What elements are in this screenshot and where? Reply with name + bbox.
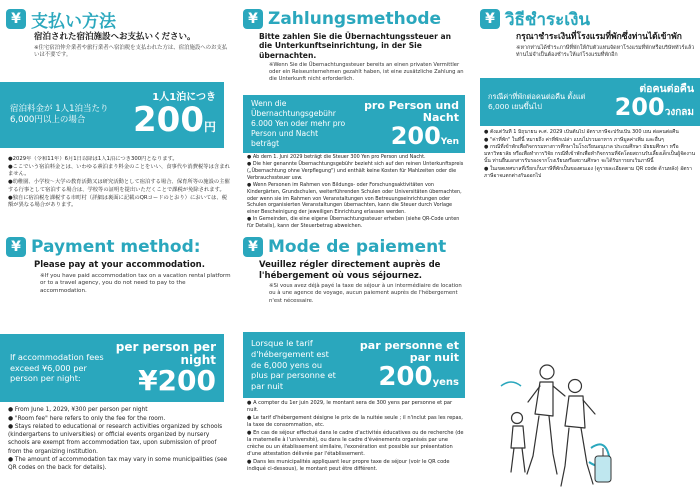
rate-unit: วงกลม (664, 107, 694, 118)
list-item: ● En cas de séjour effectué dans le cadre d'activités éducatives ou de recherche (de la maternelle à l'université), ou dans le cadre d'événements organisés par une crèche ou un établissement similaire, l'exonération est possible sur présentation d'une attestation délivrée par l'établissement. (247, 429, 464, 457)
list-item: ● "Room fee" here refers to only the fee for the room. (8, 415, 166, 422)
list-item: ● À compter du 1er juin 2029, le montant sera de 300 yens par personne et par nuit. (247, 400, 453, 414)
list-item: ● กรณีที่เข้าพักเพื่อกิจกรรมทางการศึกษาในโรงเรียนอนุบาล ประถมศึกษา มัธยมศึกษา หรือมหาวิทยาลัย หรือเพื่อทำการวิจัย กรณีที่เข้าพักเพื่อทำกิจกรรมที่จัดโดยสถานรับเลี้ยงเด็กเป็นผู้จัดงานนั้น ท่านยื่นเอกสารรับรองจากโรงเรียนหรือสถานศึกษา จะได้รับการยกเว้นภาษีนี้ (484, 144, 696, 164)
panel-header (6, 236, 232, 258)
panel-title: Zahlungsmethode (268, 9, 442, 29)
yen-icon: ¥ (243, 9, 263, 29)
rate-per: pro Person und Nacht (364, 99, 459, 124)
panel-english (6, 236, 232, 332)
panel-title: Mode de paiement (268, 237, 447, 257)
list-item: ●幼稚園、小学校〜大学の教育活動又は研究活動として宿泊する場合、保育所等の施設の主催する行事として宿泊する場合は、学校等の証明を提出いただくことで課税が免除されます。 (8, 179, 230, 193)
list-item: ●独自に宿泊税を課税する市町村（詳細は裏面に記載のQRコードのとおり）においては、税額が異なる場合があります。 (8, 194, 228, 208)
rate-condition: 宿泊料金が 1人1泊当たり6,000円以上の場合 (10, 103, 109, 125)
panel-subtitle: 宿泊された宿泊施設へお支払いください。 (34, 32, 196, 42)
details-list-thai (484, 129, 698, 233)
list-item: ●ここでいう宿泊料金とは、いわゆる素泊まり料金のことをいい、食事代や消費税等は含まれません。 (8, 163, 230, 178)
panel-header (6, 8, 232, 30)
panel-thai (480, 8, 696, 84)
panel-note: ※住宅宿泊仲介業者や旅行業者へ宿泊税を支払われた方は、宿泊施設へのお支払いは不要です。 (34, 44, 228, 58)
panel-subtitle: Veuillez régler directement auprès de l'hébergement où vous séjournez. (259, 260, 441, 281)
list-item: ● Le tarif d'hébergement désigne le prix de la nuitée seule ; il n'inclut pas les repas, la taxe de consommation, etc. (247, 414, 463, 428)
rate-box (339, 339, 459, 392)
panel-title: 支払い方法 (31, 11, 116, 32)
panel-subtitle: Bitte zahlen Sie die Übernachtungssteuer an die Unterkunftseinrichtung, in der Sie übernachten. (259, 32, 452, 60)
list-item: ● "ค่าที่พัก" ในที่นี้ หมายถึง ค่าที่พักเปล่า แบบไม่รวมอาหาร ภาษีมูลค่าเพิ่ม และอื่นๆ (484, 136, 664, 143)
panel-header (243, 8, 465, 30)
rate-unit: 円 (203, 120, 216, 135)
list-item: ● Wenn Personen im Rahmen von Bildungs- oder Forschungsaktivitäten von Kindergärten, Grundschulen, weiterführenden Schulen oder Universitäten übernachten, oder wenn sie im Rahmen von Veranstaltungen von Betreuungseinrichtungen oder Schulen organisierten Veranstaltungen übernachten, kann die Steuer durch Vorlage einer Bescheinigung der jeweiligen Einrichtung erlassen werden. (247, 182, 462, 216)
list-item: ● ตั้งแต่วันที่ 1 มิถุนายน ค.ศ. 2029 เป็นต้นไป อัตราภาษีจะปรับเป็น 300 เยน ต่อคนต่อคืน (484, 129, 679, 135)
panel-subtitle: กรุณาชำระเงินที่โรงแรมที่พักซึ่งท่านได้เข้าพัก (516, 32, 682, 42)
rate-band-english (0, 334, 224, 402)
rate-amount: ¥200 (138, 363, 216, 397)
list-item: ● Ab dem 1. Juni 2029 beträgt die Steuer 300 Yen pro Person und Nacht. (247, 154, 426, 160)
rate-condition: Lorsque le tarif d'hébergement est de 6,000 yens ou plus par personne et par nuit (251, 338, 336, 391)
rate-condition: If accommodation fees exceed ¥6,000 per person per night: (10, 352, 104, 384)
yen-icon: ¥ (6, 237, 26, 257)
details-list-french (247, 400, 465, 498)
rate-band-japanese (0, 82, 224, 148)
rate-amount: 200 (133, 100, 204, 141)
rate-amount: 200 (390, 121, 441, 150)
panel-note: ※Wenn Sie die Übernachtungssteuer bereits an einen privaten Vermittler oder ein Reiseunternehmen gezahlt haben, ist eine zusätzliche Zahlung an die Unterkunft nicht erforderlich. (269, 62, 464, 83)
list-item: ● The amount of accommodation tax may vary in some municipalities (see QR codes on the back for details). (8, 457, 228, 472)
rate-condition: Wenn die Übernachtungsgebühr 6.000 Yen oder mehr pro Person und Nacht beträgt (251, 99, 346, 148)
rate-unit: yens (432, 376, 459, 388)
rate-box (615, 84, 694, 120)
rate-band-thai (480, 78, 700, 126)
travelers-illustration (495, 356, 620, 496)
rate-box (133, 91, 216, 141)
panel-note: ※หากท่านได้ชำระภาษีที่พักให้กับตัวแทนจัดหาโรงแรมที่พักหรือบริษัททัวร์แล้ว ท่านไม่จำเป็นต้องชำระให้แก่โรงแรมที่พักอีก (516, 44, 695, 58)
rate-per: ต่อคนต่อคืน (639, 82, 694, 95)
rate-box (346, 99, 459, 150)
list-item: ●2029年（令和11年）6月1日以降は1人1泊につき300円となります。 (8, 156, 178, 162)
rate-band-german (243, 95, 465, 153)
list-item: ● In Gemeinden, die eine eigene Übernachtungssteuer erheben (siehe QR-Code unten für Details), kann der Steuerbetrag abweichen. (247, 216, 460, 230)
list-item: ● From June 1, 2029, ¥300 per person per night (8, 407, 148, 413)
panel-header (480, 8, 696, 30)
yen-icon: ¥ (6, 9, 26, 29)
panel-french (243, 236, 465, 332)
rate-amount: 200 (614, 93, 665, 121)
rate-per: 1人1泊につき (152, 91, 216, 103)
panel-header (243, 236, 465, 258)
rate-unit: Yen (440, 136, 459, 147)
yen-icon: ¥ (243, 237, 263, 257)
details-list-english (8, 406, 230, 498)
rate-condition: กรณีค่าที่พักต่อคนต่อคืน ตั้งแต่ 6,000 เยนขึ้นไป (488, 92, 586, 111)
panel-title: Payment method: (31, 237, 201, 257)
details-list-japanese (8, 156, 230, 248)
rate-band-french (243, 332, 465, 398)
panel-subtitle: Please pay at your accommodation. (34, 260, 205, 270)
rate-amount: 200 (378, 361, 433, 392)
panel-note: ※Si vous avez déjà payé la taxe de séjour à un intermédiaire de location ou à une agence de voyage, aucun paiement auprès de l'hébergement n'est nécessaire. (269, 283, 462, 304)
rate-per: per person per night (115, 340, 216, 367)
yen-icon: ¥ (480, 9, 500, 29)
panel-title: วิธีชำระเงิน (505, 9, 590, 30)
panel-note: ※If you have paid accommodation tax on a vacation rental platform or to a travel agency, you do not need to pay to the accommodation. (40, 272, 231, 294)
list-item: ● Stays related to educational or research activities organized by schools (kindergartens to universities) or official events organized by nursery schools are exempt from accommodation tax, upon submission of proof from the organizing institution. (8, 424, 223, 455)
rate-per: par personne et par nuit (359, 339, 459, 364)
rate-box (108, 340, 216, 397)
panel-german (243, 8, 465, 98)
list-item: ● Die hier genannte Übernachtungsgebühr bezieht sich auf den reinen Unterkunftspreis („Übernachtung ohne Verpflegung") und enthält keine Kosten für Mahlzeiten oder die Verbrauchssteuer usw. (247, 161, 464, 181)
list-item: ● ในเขตเทศบาลที่เรียกเก็บภาษีที่พักเป็นของตนเอง (ดูรายละเอียดตาม QR code ด้านหลัง) อัตราภาษีอาจแตกต่างกันออกไป (484, 165, 692, 179)
list-item: ● Dans les municipalités appliquant leur propre taxe de séjour (voir le QR code indiqué ci-dessous), le montant peut être différent. (247, 458, 450, 472)
